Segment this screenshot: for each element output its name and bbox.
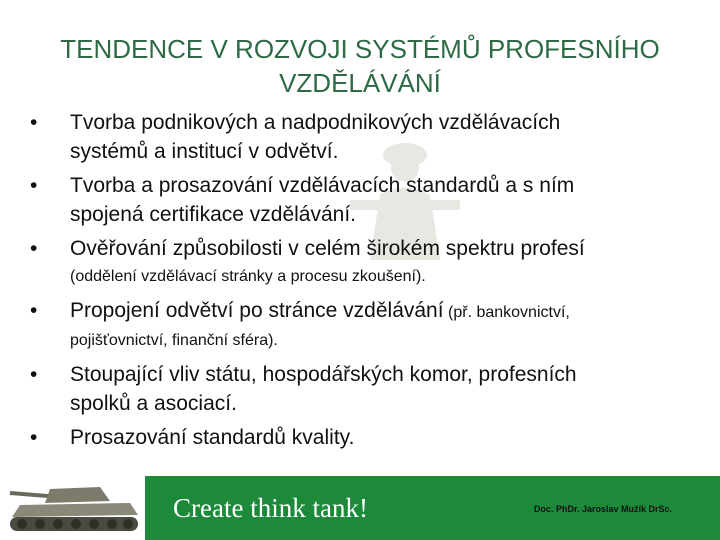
bullet-text: Tvorba a prosazování vzdělávacích standardů a s ním <box>70 174 575 197</box>
bullet-text: Prosazování standardů kvality. <box>70 426 355 449</box>
footer-author: Doc. PhDr. Jaroslav Mužík DrSc. <box>533 504 672 514</box>
bullet-text: Stoupající vliv státu, hospodářských komor, profesních <box>70 363 577 386</box>
bullet-text: Tvorba podnikových a nadpodnikových vzdělávacích <box>70 111 561 134</box>
bullet-item <box>30 171 700 229</box>
bullet-item <box>30 296 700 355</box>
footer-slogan: Create think tank! <box>173 493 368 523</box>
bullet-text: Ověřování způsobilosti v celém širokém spektru profesí <box>70 237 585 260</box>
bullet-item <box>30 360 700 418</box>
title-line-2: VZDĚLÁVÁNÍ <box>279 68 441 98</box>
bullet-list <box>30 108 700 457</box>
footer-bar <box>145 476 720 540</box>
bullet-dot-icon: • <box>30 299 38 322</box>
bullet-text: spolků a asociací. <box>70 392 237 415</box>
bullet-text-small: (př. bankovnictví, <box>443 304 570 321</box>
bullet-text-small: (oddělení vzdělávací stránky a procesu zkoušení). <box>70 268 426 285</box>
bullet-dot-icon: • <box>30 363 38 386</box>
tank-icon <box>0 475 145 540</box>
bullet-text: Propojení odvětví po stránce vzdělávání <box>70 299 444 322</box>
bullet-item <box>30 108 700 166</box>
bullet-dot-icon: • <box>30 426 38 449</box>
bullet-item <box>30 423 700 452</box>
slide-title <box>0 32 720 100</box>
bullet-text: spojená certifikace vzdělávání. <box>70 203 356 226</box>
title-line-1: TENDENCE V ROZVOJI SYSTÉMŮ PROFESNÍHO <box>60 34 660 64</box>
bullet-text: systémů a institucí v odvětví. <box>70 140 339 163</box>
bullet-dot-icon: • <box>30 174 38 197</box>
bullet-dot-icon: • <box>30 111 38 134</box>
bullet-dot-icon: • <box>30 237 38 260</box>
bullet-text-small: pojišťovnictví, finanční sféra). <box>70 332 278 349</box>
bullet-item <box>30 234 700 291</box>
